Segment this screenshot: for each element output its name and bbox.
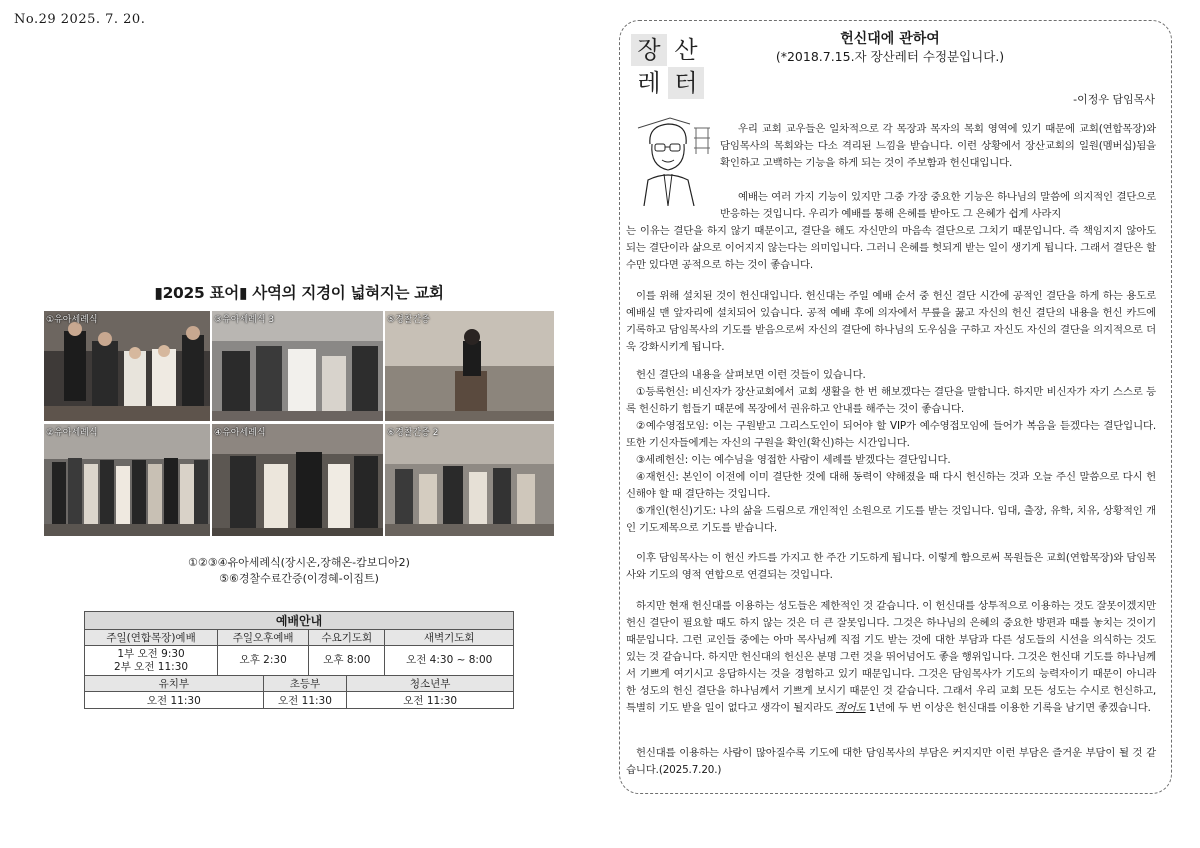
department-header: 초등부 — [263, 676, 347, 692]
photo-baptism-2-image — [44, 424, 210, 536]
worship-value: 오후 8:00 — [309, 646, 385, 676]
devotion-item-4: ④재헌신: 본인이 이전에 이미 결단한 것에 대해 동력이 약해졌을 때 다시 헌신하는 것과 오늘 주신 말씀으로 다시 헌신해야 할 때 결단하는 것입니다. — [626, 471, 1156, 500]
worship-schedule-table — [84, 611, 514, 709]
photo-baptism-3-image — [212, 311, 383, 421]
letter-paragraph-2a: 예배는 여러 가지 기능이 있지만 그중 가장 중요한 기능은 하나님의 말씀에 의지적인 결단으로 반응하는 것입니다. 우리가 예배를 통해 은혜를 받아도 그 은혜가 쉽게 사라지 — [720, 191, 1156, 220]
department-header: 청소년부 — [347, 676, 514, 692]
logo-char: 산 — [668, 34, 704, 66]
jangsan-letter-logo — [631, 34, 705, 100]
paragraph-6-end: 1년에 두 번 이상은 헌신대를 이용한 기록을 남기면 좋겠습니다. — [865, 702, 1151, 714]
worship-header: 주일(연합목장)예배 — [85, 630, 218, 646]
worship-header: 수요기도회 — [309, 630, 385, 646]
photo-police-2-image — [385, 424, 554, 536]
church-motto: ▮2025 표어▮ 사역의 지경이 넓혀지는 교회 — [154, 284, 444, 302]
photo-baptism-1 — [44, 311, 210, 421]
pastor-portrait-sketch — [630, 114, 714, 206]
logo-char: 터 — [668, 67, 704, 99]
letter-paragraph-1: 우리 교회 교우들은 일차적으로 각 목장과 목자의 목회 영역에 있기 때문에 교회(연합목장)와 담임목사의 목회와는 다소 격리된 느낌을 받습니다. 이런 상황에서 장산교회의 일원(멤버십)됨을 확인하고 고백하는 기능을 하게 되는 것이 주보함과 헌신대입니다. — [720, 123, 1156, 169]
photo-baptism-4-image — [212, 424, 383, 536]
photo-label: ③유아세례식 3 — [214, 315, 275, 325]
caption-line-1: ①②③④유아세례식(장시온,장해온-캄보디아2) — [188, 556, 410, 569]
paragraph-6-text: 하지만 현재 헌신대를 이용하는 성도들은 제한적인 것 같습니다. 이 헌신대를 상투적으로 이용하는 것도 잘못이겠지만 헌신 결단이 필요할 때도 하지 않는 것은 더 큰 잘못입니다. 그것은 하나님의 은혜의 중요한 방편과 때를 놓치는 것이기 때문입니다. 그런 교인들 중에는 아마 목사님께 직접 기도 받는 것에 대한 부담과 다른 성도들의 시선을 의식하는 것도 있는 것 같습니다. 하지만 헌신대의 헌신은 분명 그런 것을 뛰어넘어도 좋을 행위입니다. 그것은 헌신대 기도를 하나님께서 기쁘게 여기시고 응답하시는 것을 경험하고 있기 때문입니다. 그것은 담임목사가 기도의 능력자이기 때문이 아니라 한 성도의 헌신 결단을 하나님께서 기쁘게 보시기 때문인 것 같습니다. 그래서 우리 교회 모든 성도는 수시로 헌신하고, 특별히 기도 받을 일이 없다고 생각이 될지라도 — [626, 600, 1156, 714]
emphasis-text: 적어도 — [835, 702, 866, 714]
letter-paragraph-7: 헌신대를 이용하는 사람이 많아질수록 기도에 대한 담임목사의 부담은 커지지만 이런 부담은 즐거운 부담이 될 것 같습니다.(2025.7.20.) — [626, 747, 1156, 776]
letter-author: -이정우 담임목사 — [1073, 93, 1155, 106]
worship-value: 오후 2:30 — [218, 646, 309, 676]
photo-label: ⑥경찰간증 2 — [387, 428, 439, 438]
photo-grid — [44, 311, 554, 537]
caption-line-2: ⑤⑥경찰수료간증(이경혜-이집트) — [219, 572, 379, 585]
photo-baptism-1-image — [44, 311, 210, 421]
photo-caption — [44, 555, 554, 587]
photo-label: ②유아세례식 — [46, 428, 98, 438]
letter-paragraph-3: 이를 위해 설치된 것이 헌신대입니다. 헌신대는 주일 예배 순서 중 헌신 결단 시간에 공적인 결단을 하게 하는 용도로 예배실 맨 앞자리에 설치되어 있습니다. 공적 예배 후에 의자에서 무릎을 꿇고 자신의 헌신 결단의 내용을 헌신 카드에 기록하고 담임목사의 기도를 받음으로써 자신의 결단에 하나님의 도우심을 구하고 자신도 자신의 결단을 의지적으로 더욱 강화시키게 됩니다. — [626, 290, 1156, 353]
department-value: 오전 11:30 — [85, 692, 264, 709]
devotion-intro: 헌신 결단의 내용을 살펴보면 이런 것들이 있습니다. — [636, 369, 866, 381]
department-value: 오전 11:30 — [347, 692, 514, 709]
photo-police-1-image — [385, 311, 554, 421]
devotion-item-1: ①등록헌신: 비신자가 장산교회에서 교회 생활을 한 번 해보겠다는 결단을 말합니다. 하지만 비신자가 자기 스스로 등록 헌신하기 힘들기 때문에 목장에서 권유하고 안내를 해주는 것이 좋습니다. — [626, 386, 1156, 415]
devotion-item-3: ③세례헌신: 이는 예수님을 영접한 사람이 세례를 받겠다는 결단입니다. — [636, 454, 951, 466]
devotion-item-5: ⑤개인(헌신)기도: 나의 삶을 드림으로 개인적인 소원으로 기도를 받는 것입니다. 입대, 출장, 유학, 치유, 상황적인 개인 기도제목으로 기도를 받습니다. — [626, 505, 1156, 534]
letter-paragraph-2b: 는 이유는 결단을 하지 않기 때문이고, 결단을 해도 자신만의 마음속 결단으로 그치기 때문입니다. 즉 책임지지 않아도 되는 결단이라 삶으로 이어지지 않는다는 의미입니다. 그러니 은혜를 헛되게 받는 일이 생기게 됩니다. 그래서 결단은 할 수만 있다면 공적으로 하는 것이 좋습니다. — [626, 225, 1156, 271]
photo-baptism-3 — [212, 311, 383, 421]
photo-baptism-4 — [212, 424, 383, 536]
photo-label: ⑤경찰간증 — [387, 315, 430, 325]
photo-label: ①유아세례식 — [46, 315, 98, 325]
letter-title: 헌신대에 관하여 — [840, 31, 940, 47]
issue-number: No.29 2025. 7. 20. — [14, 12, 146, 27]
photo-police-1 — [385, 311, 554, 421]
logo-char: 레 — [631, 67, 667, 99]
worship-value: 오전 4:30 ~ 8:00 — [385, 646, 514, 676]
worship-value — [85, 646, 218, 676]
photo-police-2 — [385, 424, 554, 536]
department-header: 유치부 — [85, 676, 264, 692]
worship-value-line: 2부 오전 11:30 — [114, 660, 189, 673]
photo-baptism-2 — [44, 424, 210, 536]
worship-table-title: 예배안내 — [85, 612, 514, 630]
letter-paragraph-4 — [626, 367, 1156, 537]
worship-value-line: 1부 오전 9:30 — [117, 647, 185, 660]
letter-paragraph-5: 이후 담임목사는 이 헌신 카드를 가지고 한 주간 기도하게 됩니다. 이렇게 함으로써 목원들은 교회(연합목장)와 담임목사와 기도의 영적 연합으로 연결되는 것입니다. — [626, 552, 1156, 581]
devotion-item-2: ②예수영접모임: 이는 구원받고 그리스도인이 되어야 할 VIP가 예수영접모임에 들어가 복음을 듣겠다는 결단입니다. 또한 기신자들에게는 자신의 구원을 확인(확신)하는 시간입니다. — [626, 420, 1156, 449]
logo-char: 장 — [631, 34, 667, 66]
photo-label: ④유아세례식 — [214, 428, 266, 438]
worship-header: 주일오후예배 — [218, 630, 309, 646]
department-value: 오전 11:30 — [263, 692, 347, 709]
worship-header: 새벽기도회 — [385, 630, 514, 646]
letter-paragraph-6 — [626, 598, 1156, 717]
letter-subtitle: (*2018.7.15.자 장산레터 수정분입니다.) — [775, 49, 1005, 64]
